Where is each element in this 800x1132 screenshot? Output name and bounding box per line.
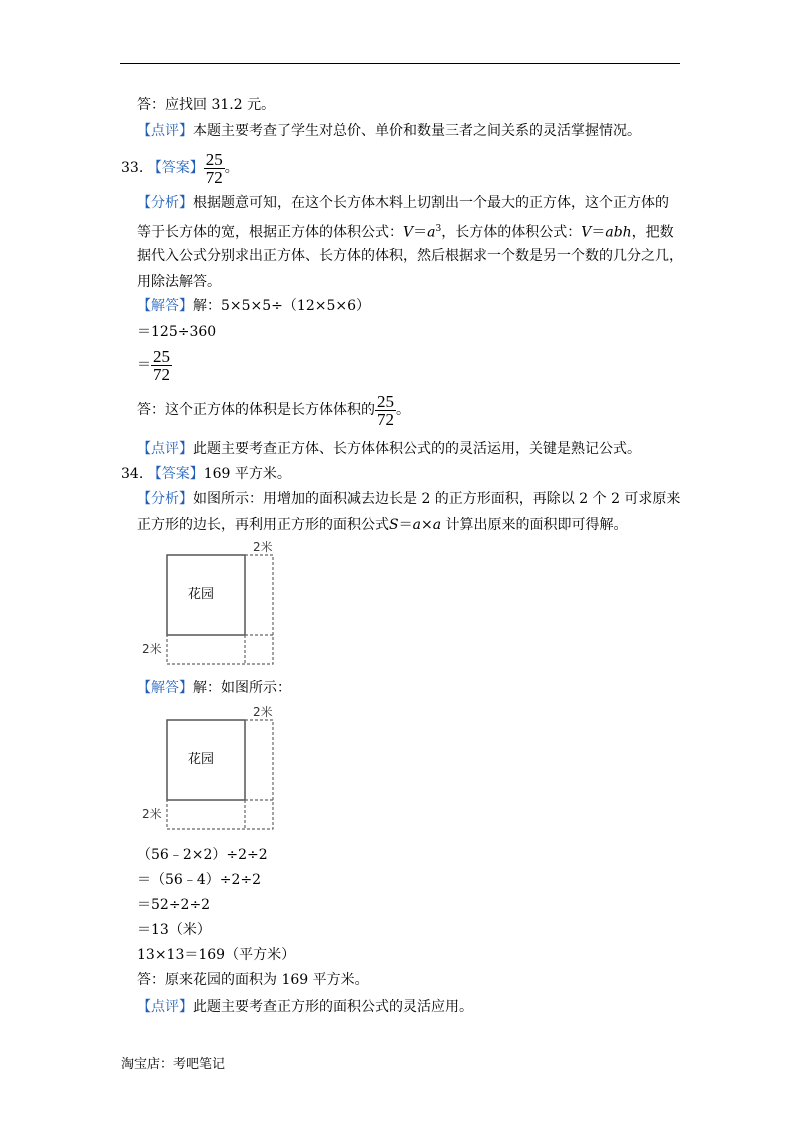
q33-analysis-line3: 据代入公式分别求出正方体、长方体的体积，然后根据求一个数是另一个数的几分之几，	[137, 248, 683, 264]
calc-line5: 13×13＝169（平方米）	[137, 947, 296, 963]
extension-dashed-outline	[167, 555, 273, 664]
q34-number: 34.	[121, 466, 144, 482]
footer-shop-name: 淘宝店：考吧笔记	[121, 1057, 226, 1072]
q34-answer-line: 34. 【答案】169 平方米。	[121, 466, 291, 482]
garden-label: 花园	[188, 752, 215, 767]
left-width-label: 2米	[142, 807, 162, 821]
calc-line1: （56﹣2×2）÷2÷2	[137, 847, 268, 863]
q34-review: 【点评】此题主要考查正方形的面积公式的灵活应用。	[137, 999, 473, 1015]
garden-figure-2	[140, 703, 280, 833]
top-width-label: 2米	[253, 540, 273, 554]
q33-analysis-line2: 等于长方体的宽，根据正方体的体积公式：$V=a^3$，长方体的体积公式：V＝abh，把数	[137, 224, 674, 241]
q33-solution-line3: ＝ $\frac{25}{72}$	[137, 346, 170, 384]
q34-analysis-line2: 正方形的边长，再利用正方形的面积公式S＝a×a 计算出原来的面积即可得解。	[137, 517, 628, 533]
review-text: 本题主要考查了学生对总价、单价和数量三者之间关系的灵活掌握情况。	[193, 123, 641, 139]
q34-answer-sentence: 答：原来花园的面积为 169 平方米。	[137, 972, 369, 988]
q34-analysis-line1: 【分析】如图所示：用增加的面积减去边长是 2 的正方形面积，再除以 2 个 2 可求原来	[137, 491, 681, 507]
q33-solution-line1: 【解答】解：5×5×5÷（12×5×6）	[137, 298, 371, 314]
answer-line-prev: 答：应找回 31.2 元。	[137, 97, 276, 113]
q34-solution-line1: 【解答】解：如图所示：	[137, 680, 291, 696]
q33-analysis-line4: 用除法解答。	[137, 274, 221, 290]
q33-answer-sentence: 答：这个正方体的体积是长方体体积的 $\frac{25}{72}$ 。	[137, 391, 410, 429]
calc-line3: ＝52÷2÷2	[137, 897, 211, 913]
review-line-prev	[137, 121, 641, 141]
q33-answer-line: 33. 【答案】 $\frac{25}{72}$ 。	[121, 149, 239, 187]
answer-tag: 【答案】	[147, 466, 204, 482]
q33-number: 33.	[121, 160, 144, 176]
fraction: $\frac{25}{72}$	[377, 391, 394, 429]
q33-analysis-line1: 【分析】根据题意可知，在这个长方体木料上切割出一个最大的正方体，这个正方体的	[137, 195, 669, 211]
analysis-tag: 【分析】	[137, 491, 193, 507]
fraction: $\frac{25}{72}$	[205, 149, 223, 187]
review-tag: 【点评】	[137, 999, 193, 1015]
solution-tag: 【解答】	[137, 298, 193, 314]
garden-label: 花园	[188, 587, 215, 602]
top-width-label: 2米	[253, 705, 273, 719]
solution-tag: 【解答】	[137, 680, 193, 696]
q33-review: 【点评】此题主要考查正方体、长方体体积公式的的灵活运用，关键是熟记公式。	[137, 441, 641, 457]
q33-solution-line2: ＝125÷360	[137, 324, 217, 340]
review-tag: 【点评】	[137, 123, 193, 139]
header-rule	[120, 63, 680, 64]
extension-dashed-outline	[167, 720, 273, 829]
fraction: $\frac{25}{72}$	[153, 346, 170, 384]
calc-line4: ＝13（米）	[137, 922, 211, 938]
garden-figure-1	[140, 538, 280, 668]
review-tag: 【点评】	[137, 441, 193, 457]
calc-line2: ＝（56﹣4）÷2÷2	[137, 872, 261, 888]
analysis-tag: 【分析】	[137, 195, 193, 211]
answer-tag: 【答案】	[147, 160, 204, 176]
left-width-label: 2米	[142, 642, 162, 656]
